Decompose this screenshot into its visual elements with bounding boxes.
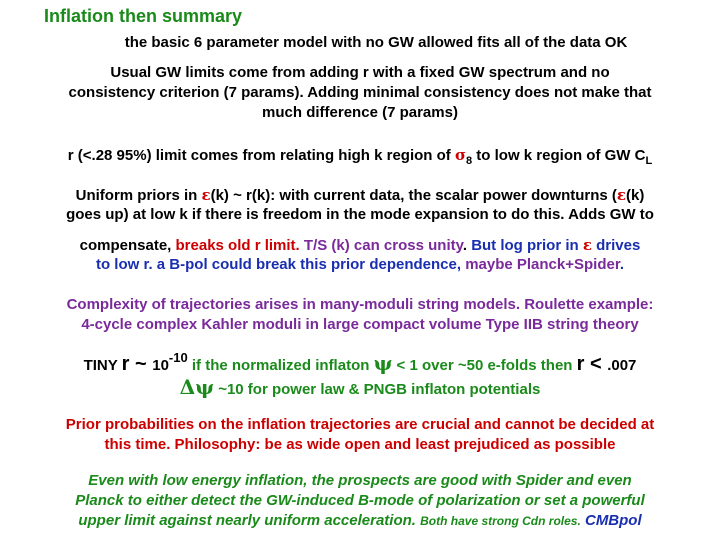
epsilon-symbol-1: ε <box>201 186 211 204</box>
p8-spider: Spider <box>515 472 563 489</box>
p6-mid2: < 1 over ~50 e-folds then <box>392 357 577 374</box>
p6-ten: 10 <box>152 357 169 374</box>
p4-l3-ts-cross: T/S (k) can cross unity <box>299 237 463 254</box>
p4-l4-c: . <box>619 256 625 273</box>
p5-line-2: 4-cycle complex Kahler moduli in large compact volume Type IIB string theory <box>81 316 639 333</box>
p3-text-a: r (<.28 95%) limit comes from relating high k region of <box>67 147 455 164</box>
delta-psi-symbol: Δψ <box>179 375 215 399</box>
p8-l1-c: and even <box>562 472 632 489</box>
p6-line-2 <box>0 376 720 398</box>
p7-line-1: Prior probabilities on the inflation trajectories are crucial and cannot be decided at <box>65 416 655 433</box>
psi-symbol: ψ <box>373 351 393 375</box>
p2-line-3: much difference (7 params) <box>262 104 458 121</box>
p8-line-1 <box>0 472 720 490</box>
p8-l2-b: to either detect the GW-induced B-mode of polarization or set a powerful <box>123 492 645 509</box>
p4-l3-d: . <box>462 237 472 254</box>
p4-line-4 <box>0 256 720 274</box>
p6-l2: ~10 for power law & PNGB inflaton potentials <box>214 381 541 398</box>
p8-cmbpol: CMBpol <box>580 512 642 529</box>
p4-l3-drives: drives <box>591 237 641 254</box>
p6-exponent: -10 <box>168 350 188 365</box>
p8-line-2 <box>0 492 720 510</box>
p6-line-1 <box>0 346 720 375</box>
p8-line-3 <box>0 512 720 530</box>
p1-basic-model: the basic 6 parameter model with no GW allowed fits all of the data OK <box>124 34 628 51</box>
epsilon-symbol-3: ε <box>582 236 592 254</box>
p4-l1-a: Uniform priors in <box>75 187 202 204</box>
p4-l3-log-prior: But log prior in <box>471 237 583 254</box>
p3-r-limit <box>0 146 720 170</box>
p6-mid: if the normalized inflaton <box>187 357 374 374</box>
p4-l1-c: (k) <box>626 187 645 204</box>
p8-l1-a: Even with low energy inflation, the prospects are good with <box>88 472 516 489</box>
p6-end: .007 <box>607 357 637 374</box>
p2-line-2: consistency criterion (7 params). Adding minimal consistency does not make that <box>68 84 652 101</box>
sigma-symbol: σ <box>454 146 467 164</box>
p6-r-less: r < <box>576 353 608 375</box>
sigma-subscript: 8 <box>466 155 473 167</box>
p3-text-b: to low k region of GW C <box>472 147 646 164</box>
p6-tiny: TINY <box>83 357 122 374</box>
p8-planck: Planck <box>75 492 124 509</box>
p2-line-1: Usual GW limits come from adding r with a fixed GW spectrum and no <box>110 64 610 81</box>
slide-title: Inflation then summary <box>44 6 243 26</box>
p4-l4-planck-spider: maybe Planck+Spider <box>465 256 620 273</box>
p4-line-1 <box>0 186 720 205</box>
cl-subscript: L <box>645 155 653 167</box>
p4-l1-b: (k) ~ r(k): with current data, the scalar power downturns ( <box>210 187 617 204</box>
p4-line-2: goes up) at low k if there is freedom in the mode expansion to do this. Adds GW to <box>66 206 654 223</box>
p8-l3-a: upper limit against nearly uniform acceleration. <box>78 512 421 529</box>
p7-line-2: this time. Philosophy: be as wide open and least prejudiced as possible <box>104 436 616 453</box>
p4-line-3 <box>0 236 720 255</box>
p4-l3-a: compensate, <box>79 237 176 254</box>
p4-l4-a: to low r. a B-pol could break this prior dependence, <box>95 256 466 273</box>
p5-line-1: Complexity of trajectories arises in many-moduli string models. Roulette example: <box>66 296 654 313</box>
p6-r-approx: r ~ <box>121 353 153 375</box>
p4-l3-breaks-limit: breaks old r limit. <box>175 237 300 254</box>
p8-cdn-roles: Both have strong Cdn roles. <box>420 514 581 528</box>
epsilon-symbol-2: ε <box>616 186 627 204</box>
